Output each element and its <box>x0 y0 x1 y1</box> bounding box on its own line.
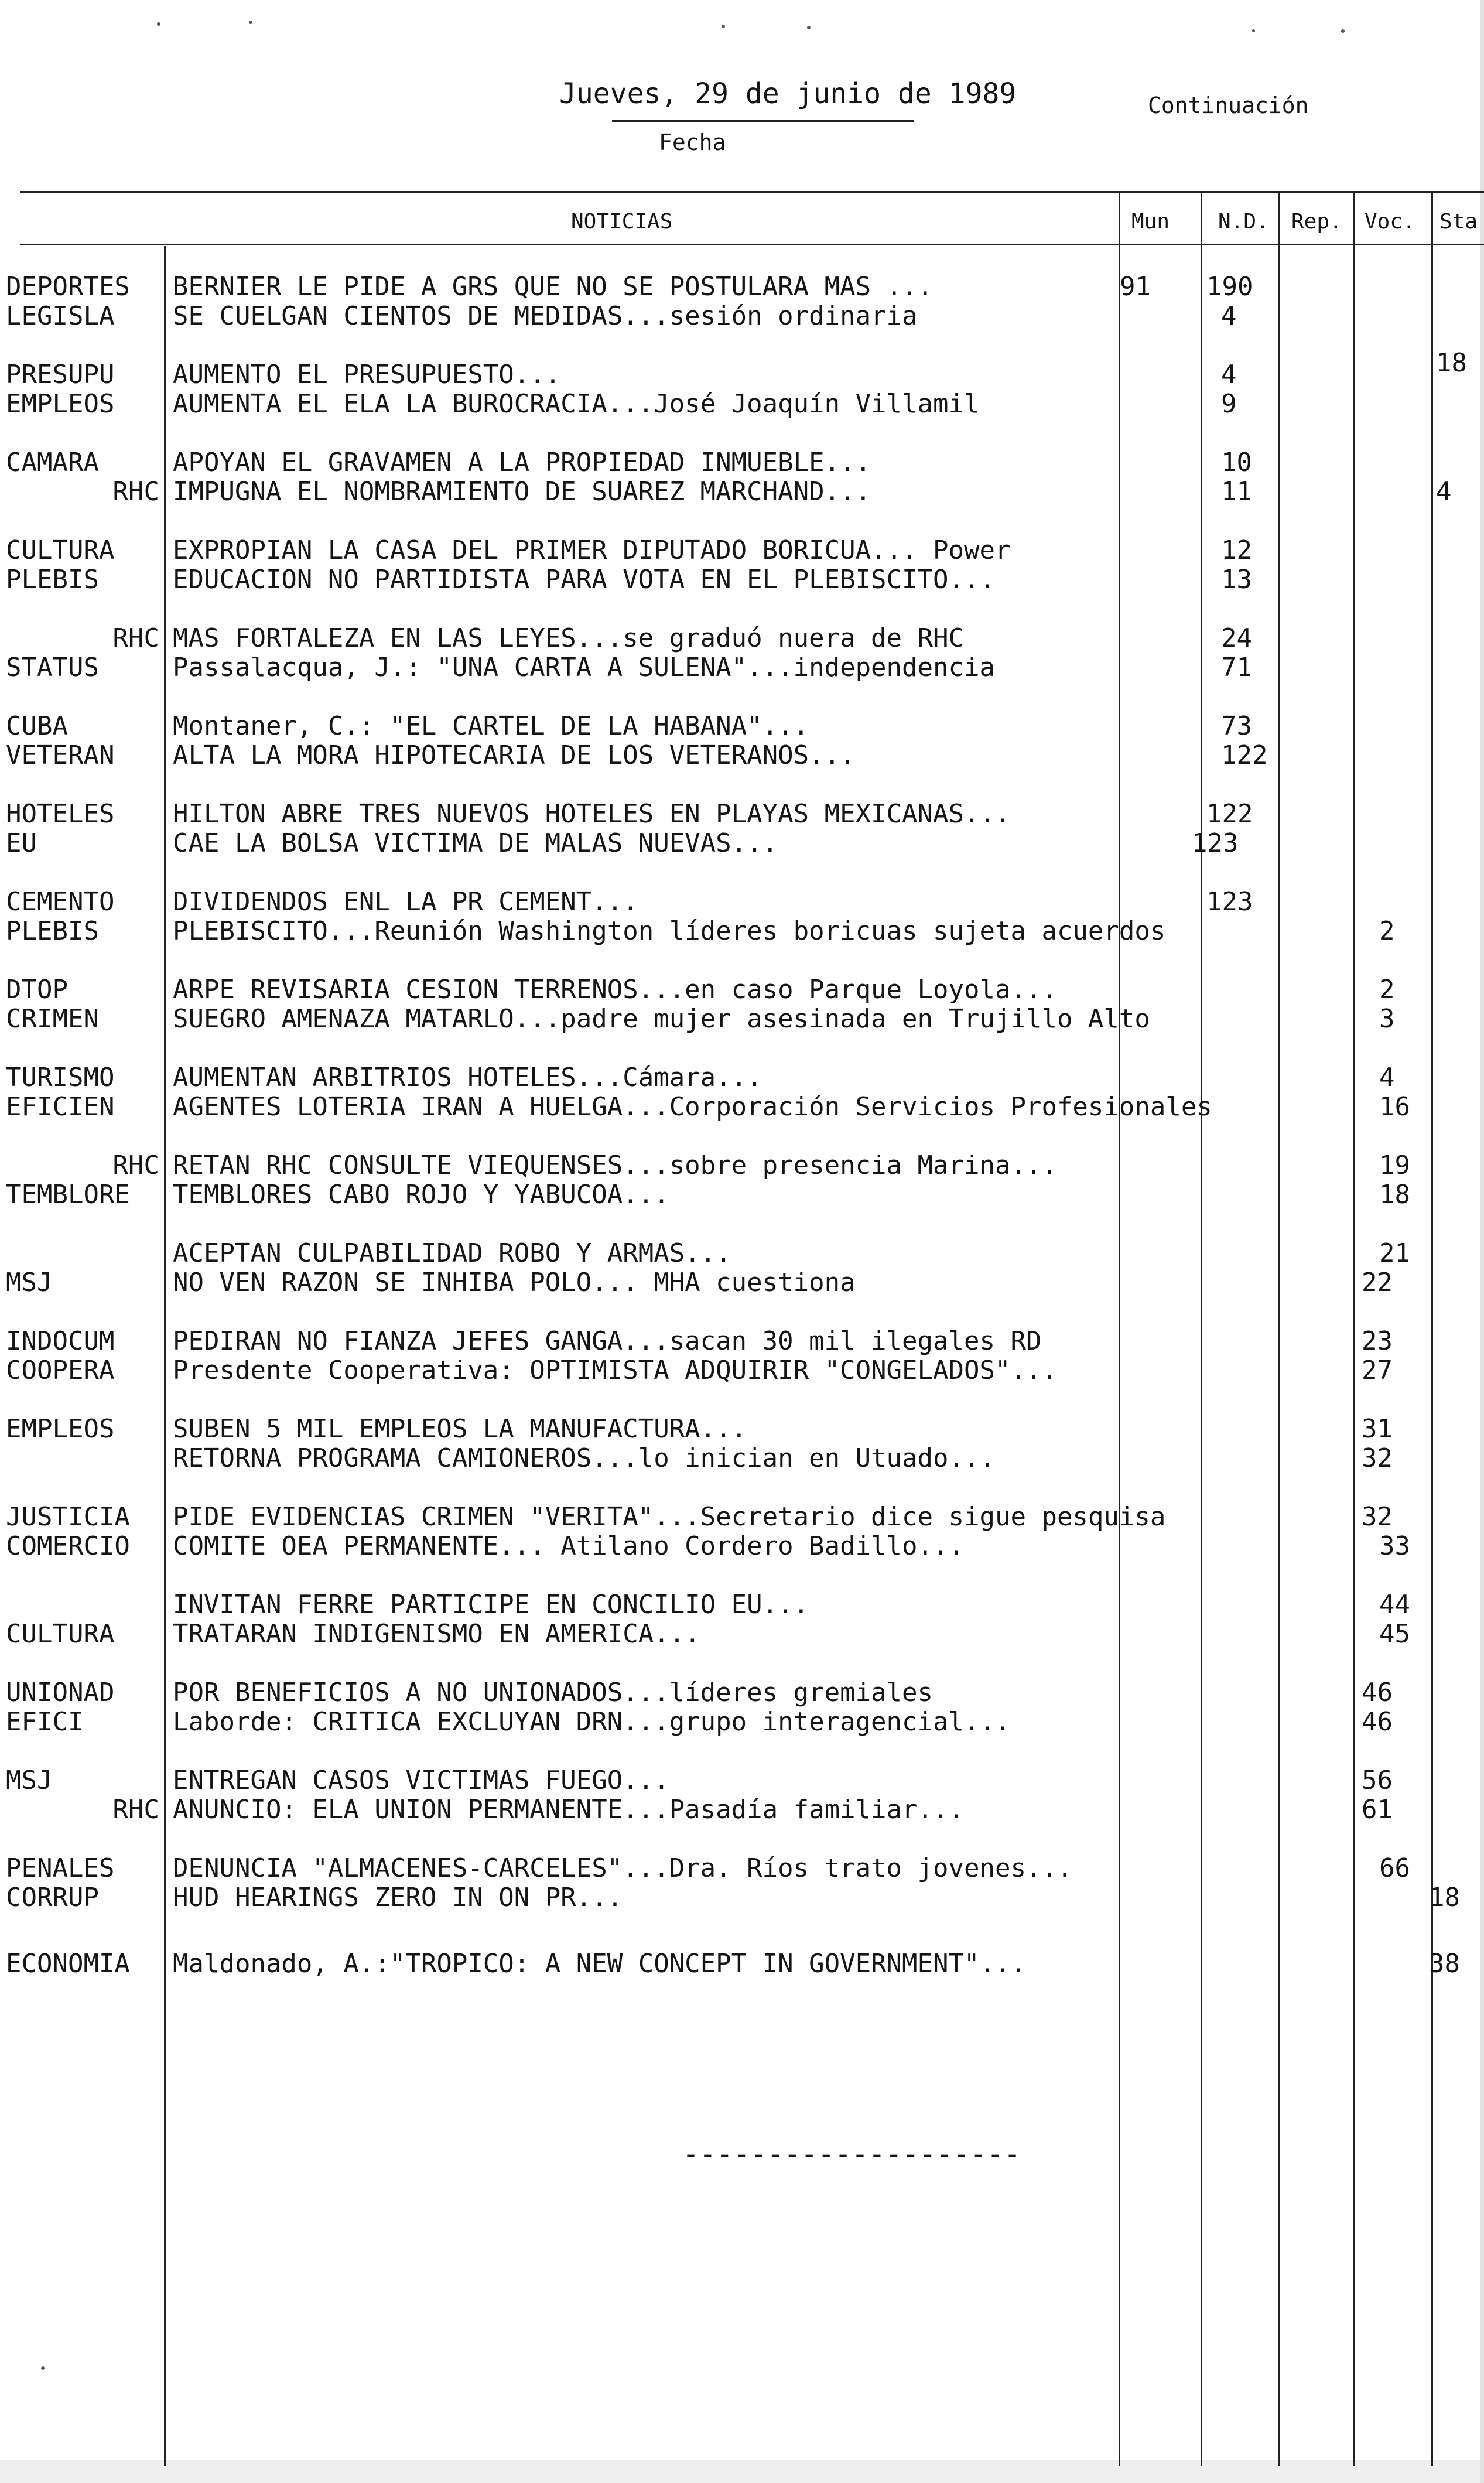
row-category: CEMENTO <box>6 887 115 917</box>
row-sta: 18 <box>1436 348 1467 378</box>
row-category: STATUS <box>6 653 99 682</box>
row-voc: 32 <box>1362 1502 1393 1532</box>
row-headline: ACEPTAN CULPABILIDAD ROBO Y ARMAS... <box>173 1238 731 1268</box>
row-category: EFICI <box>6 1707 84 1737</box>
row-category: EU <box>6 828 37 858</box>
date-label: Fecha <box>659 129 726 155</box>
row-nd: 122 <box>1206 799 1253 829</box>
row-category: CAMARA <box>6 448 99 477</box>
row-voc: 23 <box>1362 1326 1393 1356</box>
row-headline: COMITE OEA PERMANENTE... Atilano Cordero Badillo... <box>173 1531 965 1561</box>
row-headline: ALTA LA MORA HIPOTECARIA DE LOS VETERANOS... <box>173 740 856 770</box>
row-nd: 123 <box>1206 887 1253 917</box>
row-nd: 122 <box>1221 740 1268 770</box>
row-headline: INVITAN FERRE PARTICIPE EN CONCILIO EU... <box>173 1590 809 1620</box>
row-voc: 2 <box>1379 916 1395 946</box>
row-headline: Presdente Cooperativa: OPTIMISTA ADQUIRIR "CONGELADOS"... <box>173 1355 1057 1385</box>
row-nd: 4 <box>1221 360 1237 390</box>
column-voc: Voc. <box>1365 210 1415 234</box>
row-headline: AUMENTO EL PRESUPUESTO... <box>173 360 561 390</box>
row-headline: Montaner, C.: "EL CARTEL DE LA HABANA"... <box>173 711 809 741</box>
row-nd: 11 <box>1221 477 1252 507</box>
row-nd: 123 <box>1192 828 1239 858</box>
row-voc: 2 <box>1379 975 1395 1005</box>
row-nd: 10 <box>1221 448 1252 477</box>
row-voc: 22 <box>1362 1268 1393 1297</box>
row-headline: ANUNCIO: ELA UNION PERMANENTE...Pasadía familiar... <box>173 1795 965 1825</box>
row-headline: HUD HEARINGS ZERO IN ON PR... <box>173 1883 623 1912</box>
row-category: CULTURA <box>6 1619 115 1649</box>
row-category: CRIMEN <box>6 1004 99 1034</box>
row-headline: HILTON ABRE TRES NUEVOS HOTELES EN PLAYAS MEXICANAS... <box>173 799 1011 829</box>
row-nd: 24 <box>1221 623 1252 653</box>
row-sta: 4 <box>1436 477 1452 507</box>
row-voc: 44 <box>1379 1590 1410 1620</box>
row-headline: MAS FORTALEZA EN LAS LEYES...se graduó nuera de RHC <box>173 623 965 653</box>
row-category: RHC <box>112 1795 159 1825</box>
row-headline: SUBEN 5 MIL EMPLEOS LA MANUFACTURA... <box>173 1414 747 1444</box>
row-headline: AUMENTAN ARBITRIOS HOTELES...Cámara... <box>173 1063 762 1092</box>
table-top-rule <box>20 191 1484 193</box>
row-category: DEPORTES <box>6 272 130 302</box>
row-category: PRESUPU <box>6 360 115 390</box>
row-voc: 3 <box>1379 1004 1395 1034</box>
row-category: RHC <box>112 623 159 653</box>
voc-divider <box>1353 193 1355 2466</box>
row-headline: EDUCACION NO PARTIDISTA PARA VOTA EN EL PLEBISCITO... <box>173 565 995 595</box>
row-headline: SUEGRO AMENAZA MATARLO...padre mujer asesinada en Trujillo Alto <box>173 1004 1150 1034</box>
sta-divider <box>1431 193 1433 2466</box>
column-mun: Mun <box>1131 210 1170 234</box>
row-headline: BERNIER LE PIDE A GRS QUE NO SE POSTULARA MAS ... <box>173 272 934 302</box>
row-category: RHC <box>112 1150 159 1180</box>
row-category: EFICIEN <box>6 1092 115 1122</box>
row-category: CULTURA <box>6 535 115 565</box>
row-mun: 91 <box>1120 272 1151 302</box>
row-headline: Maldonado, A.:"TROPICO: A NEW CONCEPT IN GOVERNMENT"... <box>173 1949 1026 1979</box>
column-rep: Rep. <box>1291 210 1342 234</box>
row-voc: 46 <box>1362 1678 1393 1707</box>
row-category: LEGISLA <box>6 301 115 331</box>
row-headline: RETORNA PROGRAMA CAMIONEROS...lo inician en Utuado... <box>173 1443 995 1473</box>
row-nd: 71 <box>1221 653 1252 682</box>
report-date: Jueves, 29 de junio de 1989 <box>559 77 1017 110</box>
mun-divider <box>1119 193 1120 2466</box>
column-sta: Sta <box>1439 210 1478 234</box>
row-voc: 27 <box>1362 1355 1393 1385</box>
row-nd: 73 <box>1221 711 1252 741</box>
row-headline: Laborde: CRITICA EXCLUYAN DRN...grupo interagencial... <box>173 1707 1011 1737</box>
row-voc: 18 <box>1379 1180 1410 1210</box>
row-category: TEMBLORE <box>6 1180 130 1210</box>
row-headline: TEMBLORES CABO ROJO Y YABUCOA... <box>173 1180 669 1210</box>
row-category: PLEBIS <box>6 565 99 595</box>
row-voc: 33 <box>1379 1531 1410 1561</box>
row-category: CUBA <box>6 711 68 741</box>
row-headline: ARPE REVISARIA CESION TERRENOS...en caso Parque Loyola... <box>173 975 1057 1005</box>
row-headline: PEDIRAN NO FIANZA JEFES GANGA...sacan 30 mil ilegales RD <box>173 1326 1042 1356</box>
row-nd: 9 <box>1221 389 1237 419</box>
row-voc: 21 <box>1379 1238 1410 1268</box>
row-headline: DENUNCIA "ALMACENES-CARCELES"...Dra. Ríos trato jovenes... <box>173 1853 1073 1883</box>
row-category: INDOCUM <box>6 1326 115 1356</box>
row-headline: PLEBISCITO...Reunión Washington líderes boricuas sujeta acuerdos <box>173 916 1166 946</box>
row-category: VETERAN <box>6 740 115 770</box>
row-voc: 31 <box>1362 1414 1393 1444</box>
row-voc: 19 <box>1379 1150 1410 1180</box>
row-headline: SE CUELGAN CIENTOS DE MEDIDAS...sesión ordinaria <box>173 301 918 331</box>
row-category: JUSTICIA <box>6 1502 130 1532</box>
scan-speck <box>1341 29 1345 33</box>
row-voc: 16 <box>1379 1092 1410 1122</box>
scan-speck <box>249 21 252 24</box>
row-voc: 46 <box>1362 1707 1393 1737</box>
row-nd: 12 <box>1221 535 1252 565</box>
row-category: DTOP <box>6 975 68 1005</box>
row-voc: 66 <box>1379 1853 1410 1883</box>
row-headline: ENTREGAN CASOS VICTIMAS FUEGO... <box>173 1765 669 1795</box>
scan-speck <box>807 26 811 29</box>
row-headline: AUMENTA EL ELA LA BUROCRACIA...José Joaquín Villamil <box>173 389 980 419</box>
row-category: COMERCIO <box>6 1531 130 1561</box>
column-nd: N.D. <box>1218 210 1269 234</box>
row-nd: 13 <box>1221 565 1252 595</box>
scan-speck <box>157 22 160 26</box>
rep-divider <box>1278 193 1280 2466</box>
row-headline: TRATARAN INDIGENISMO EN AMERICA... <box>173 1619 700 1649</box>
row-nd: 4 <box>1221 301 1237 331</box>
row-sta: 38 <box>1429 1949 1460 1979</box>
row-headline: RETAN RHC CONSULTE VIEQUENSES...sobre presencia Marina... <box>173 1150 1057 1180</box>
row-voc: 45 <box>1379 1619 1410 1649</box>
row-headline: EXPROPIAN LA CASA DEL PRIMER DIPUTADO BORICUA... Power <box>173 535 1011 565</box>
row-category: MSJ <box>6 1268 53 1297</box>
row-category: TURISMO <box>6 1063 115 1092</box>
row-category: UNIONAD <box>6 1678 115 1707</box>
row-category: EMPLEOS <box>6 1414 115 1444</box>
scan-speck <box>41 2366 45 2370</box>
row-headline: APOYAN EL GRAVAMEN A LA PROPIEDAD INMUEBLE... <box>173 448 871 477</box>
column-noticias: NOTICIAS <box>571 210 673 234</box>
row-headline: CAE LA BOLSA VICTIMA DE MALAS NUEVAS... <box>173 828 778 858</box>
row-headline: Passalacqua, J.: "UNA CARTA A SULENA"...independencia <box>173 653 995 682</box>
row-headline: PIDE EVIDENCIAS CRIMEN "VERITA"...Secretario dice sigue pesquisa <box>173 1502 1166 1532</box>
row-category: ECONOMIA <box>6 1949 130 1979</box>
scan-edge <box>0 2460 1484 2483</box>
row-headline: AGENTES LOTERIA IRAN A HUELGA...Corporación Servicios Profesionales <box>173 1092 1212 1122</box>
row-sta: 18 <box>1429 1883 1460 1912</box>
date-underline <box>612 120 914 122</box>
row-headline: NO VEN RAZON SE INHIBA POLO... MHA cuestiona <box>173 1268 856 1297</box>
continuation-label: Continuación <box>1148 93 1309 118</box>
scan-edge <box>1480 0 1484 2483</box>
row-category: COOPERA <box>6 1355 115 1385</box>
row-category: PLEBIS <box>6 916 99 946</box>
row-nd: 190 <box>1206 272 1253 302</box>
end-rule: -------------------- <box>682 2138 1021 2171</box>
row-voc: 61 <box>1362 1795 1393 1825</box>
row-category: CORRUP <box>6 1883 99 1912</box>
row-headline: POR BENEFICIOS A NO UNIONADOS...líderes gremiales <box>173 1678 934 1707</box>
row-category: PENALES <box>6 1853 115 1883</box>
row-voc: 56 <box>1362 1765 1393 1795</box>
scan-speck <box>1252 29 1255 32</box>
row-category: RHC <box>112 477 159 507</box>
nd-divider <box>1201 193 1202 2466</box>
category-divider <box>164 246 166 2466</box>
row-voc: 4 <box>1379 1063 1395 1092</box>
table-header-rule <box>20 244 1484 245</box>
row-headline: DIVIDENDOS ENL LA PR CEMENT... <box>173 887 638 917</box>
row-category: MSJ <box>6 1765 53 1795</box>
row-voc: 32 <box>1362 1443 1393 1473</box>
row-category: HOTELES <box>6 799 115 829</box>
scan-speck <box>722 25 725 28</box>
row-category: EMPLEOS <box>6 389 115 419</box>
row-headline: IMPUGNA EL NOMBRAMIENTO DE SUAREZ MARCHAND... <box>173 477 871 507</box>
